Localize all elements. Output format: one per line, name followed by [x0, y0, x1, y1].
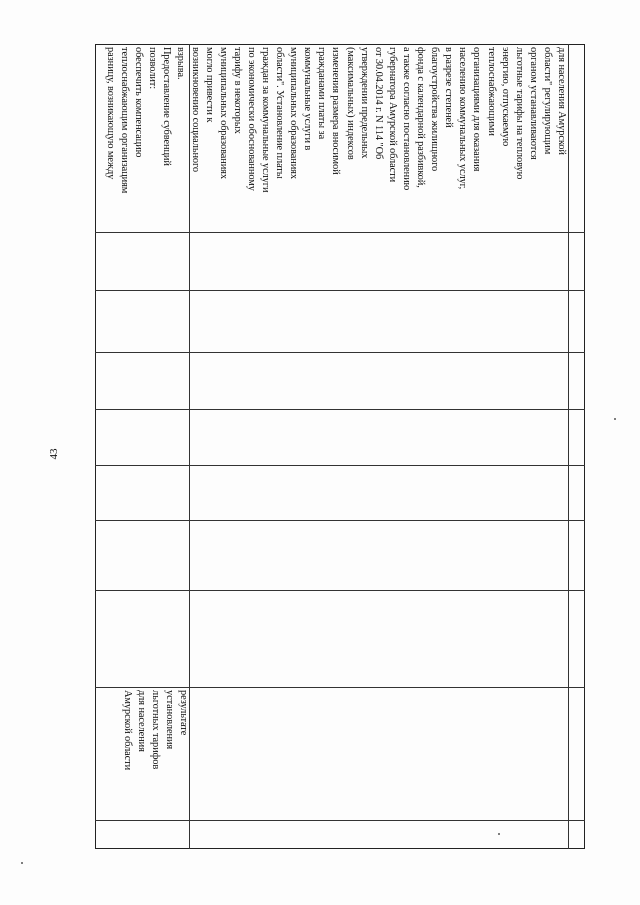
table-row-divider: [95, 590, 585, 591]
description-line: теплоснабжающими: [485, 47, 497, 136]
description-line: возникновению социального: [189, 47, 201, 173]
description-line: муниципальных образованиях: [288, 47, 300, 179]
description-line: разницу, возникающую между: [105, 47, 116, 180]
description-line: обеспечить компенсацию: [133, 47, 145, 158]
row-label-text: [120, 690, 190, 770]
description-line: губернатора Амурской области: [386, 47, 398, 183]
description-line: изменения размера вносимой: [330, 47, 342, 175]
description-line: для населения Амурской: [556, 47, 567, 155]
description-line: энергию, отпускаемую: [499, 47, 511, 147]
description-line: теплоснабжающим организациям: [119, 47, 131, 194]
table-row-divider: [95, 409, 585, 410]
description-line: организациями для оказания: [471, 47, 483, 172]
description-line: в разрезе степеней: [443, 47, 455, 128]
description-line: от 30.04.2014 г. N 114 "Об: [372, 47, 384, 160]
description-line: тарифу в некоторых: [231, 47, 243, 134]
table-row-divider: [95, 520, 585, 521]
description-line: а также согласно постановлению: [400, 47, 412, 191]
description-line: населению коммунальных услуг,: [457, 47, 469, 190]
scan-speck: [614, 418, 616, 420]
scan-speck: [21, 862, 23, 864]
description-line: (максимальных) индексов: [344, 47, 356, 160]
description-line: органом устанавливаются: [527, 47, 539, 160]
description-text: [103, 47, 568, 193]
table-row-divider: [95, 687, 585, 688]
row_label-line: льготных тарифов: [149, 690, 161, 770]
description-cell: [103, 47, 568, 193]
description-line: граждан за коммунальные услуги: [260, 47, 272, 193]
description-line: утверждении предельных: [358, 47, 370, 159]
table-row-divider: [95, 465, 585, 466]
row_label-line: установления: [163, 690, 175, 750]
description-line: по экономически обоснованному: [245, 47, 257, 191]
description-line: муниципальных образованиях: [217, 47, 229, 179]
table-row-divider: [95, 290, 585, 291]
table-column-divider: [568, 44, 569, 849]
description-line: области". Установление платы: [274, 47, 286, 179]
table-row-divider: [95, 820, 585, 821]
description-line: благоустройства жилищного: [429, 47, 441, 172]
description-line: области" регулирующим: [541, 47, 553, 155]
row-label-cell: [120, 690, 190, 770]
description-line: льготные тарифы на тепловую: [513, 47, 525, 180]
scan-speck: [498, 833, 500, 835]
row_label-line: результате: [178, 690, 189, 736]
row_label-line: Амурской области: [121, 690, 133, 771]
description-line: позволит:: [147, 47, 159, 90]
description-line: Предоставление субвенций: [161, 47, 173, 166]
description-line: взрыва.: [175, 47, 187, 80]
description-line: гражданами платы за: [316, 47, 328, 140]
page-number: 43: [48, 448, 60, 460]
table-row-divider: [95, 352, 585, 353]
description-line: коммунальные услуги в: [302, 47, 314, 151]
description-line: могло привести к: [203, 47, 215, 123]
description-line: фонда с календарной разбивкой,: [415, 47, 427, 188]
row_label-line: для населения: [135, 690, 147, 752]
table-row-divider: [95, 232, 585, 233]
